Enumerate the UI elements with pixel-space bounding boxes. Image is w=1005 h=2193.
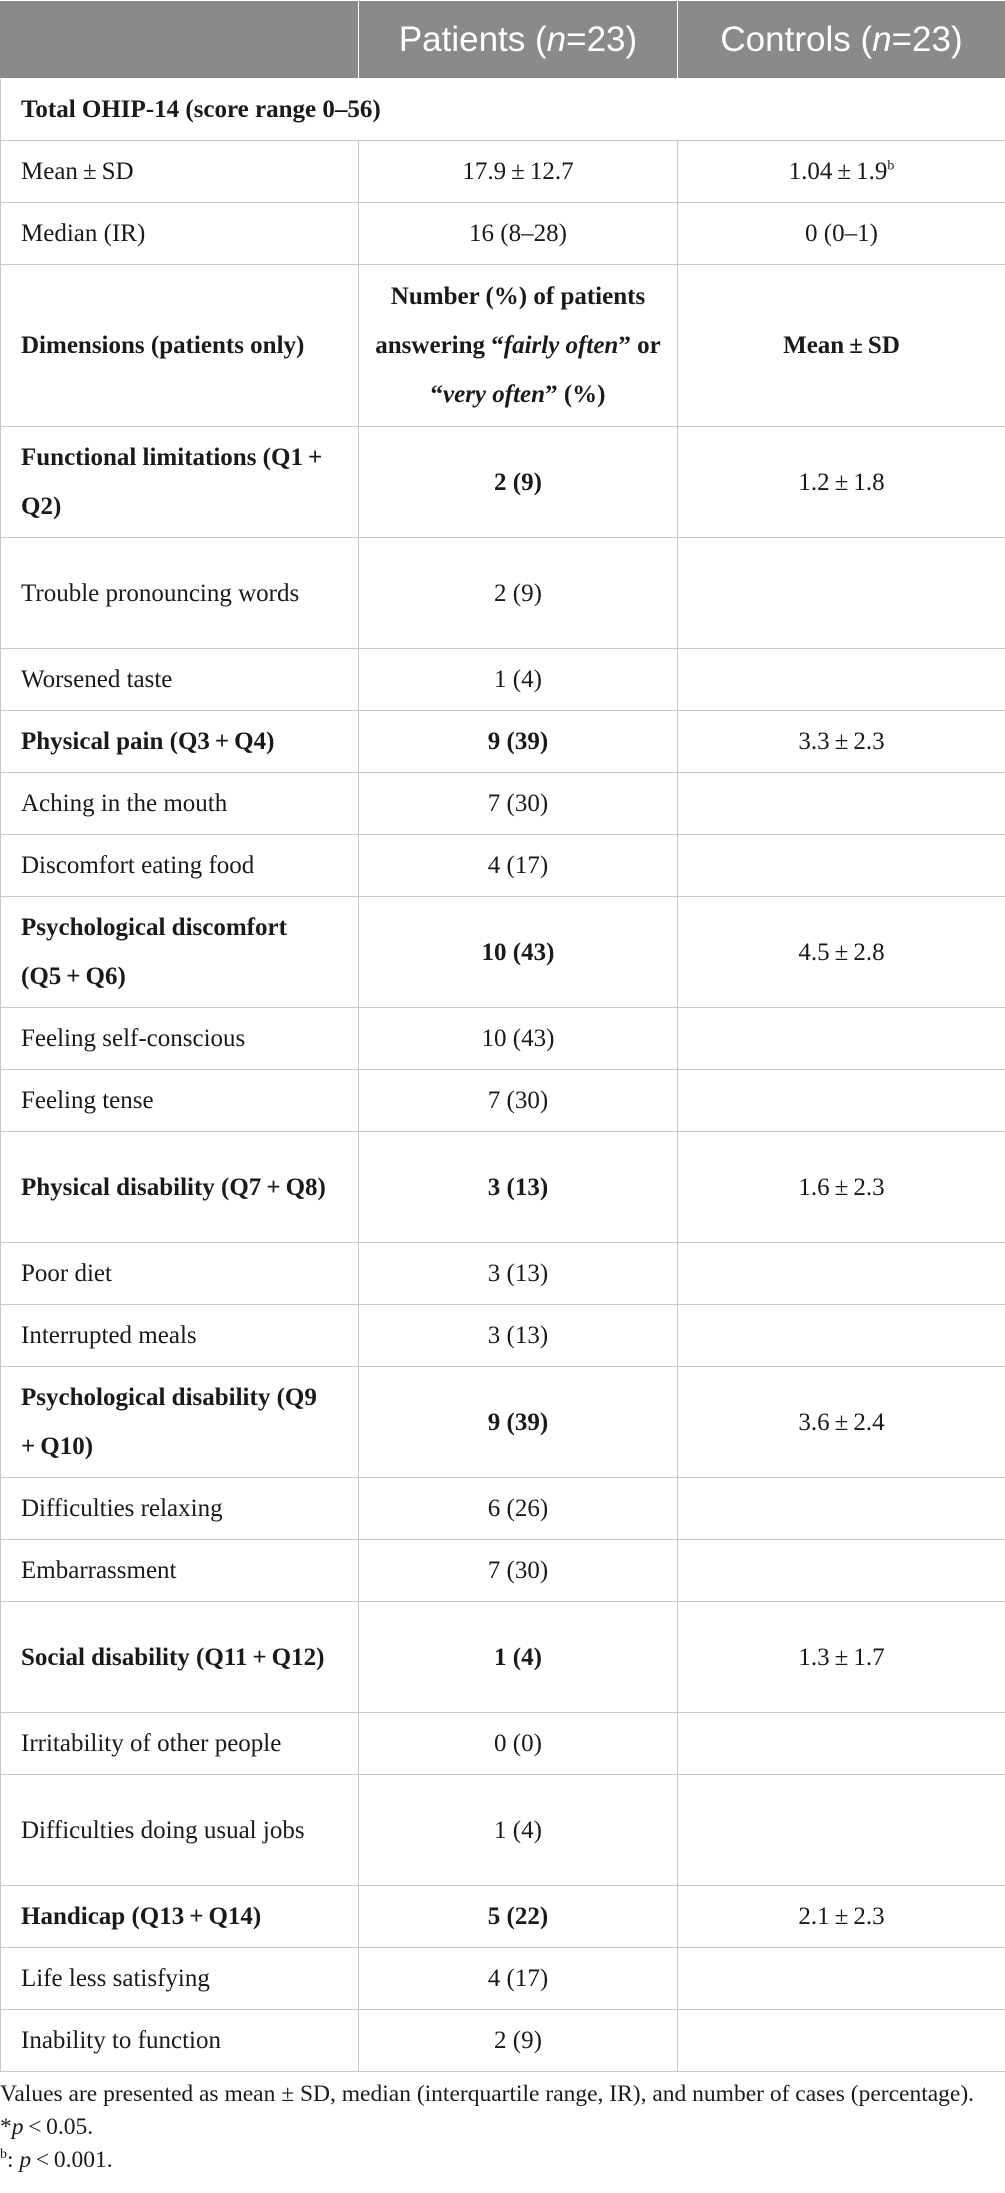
row-mean — [678, 773, 1005, 835]
header-blank — [1, 1, 359, 79]
footnote-line-1: Values are presented as mean ± SD, median (interquartile range, IR), and number of cases (percentage). *p < 0.05. — [0, 2081, 975, 2140]
row-label: Functional limitations (Q1 + Q2) — [1, 427, 359, 538]
row-label: Interrupted meals — [1, 1305, 359, 1367]
row-mean — [678, 835, 1005, 897]
row-label: Trouble pronouncing words — [1, 538, 359, 649]
row-label: Poor diet — [1, 1243, 359, 1305]
dimension-row — [1, 427, 1005, 538]
row-count: 10 (43) — [359, 1008, 678, 1070]
dimension-row — [1, 711, 1005, 773]
row-count: 4 (17) — [359, 1948, 678, 2010]
header-controls: Controls (n=23) — [678, 1, 1005, 79]
median-row — [1, 203, 1005, 265]
row-mean — [678, 1775, 1005, 1886]
row-mean: 1.6 ± 2.3 — [678, 1132, 1005, 1243]
dimension-row — [1, 897, 1005, 1008]
row-count: 0 (0) — [359, 1713, 678, 1775]
row-mean: 4.5 ± 2.8 — [678, 897, 1005, 1008]
table-footnote — [0, 2078, 1000, 2177]
row-label: Psychological disability (Q9 + Q10) — [1, 1367, 359, 1478]
row-count: 1 (4) — [359, 649, 678, 711]
row-mean — [678, 2010, 1005, 2072]
median-label: Median (IR) — [1, 203, 359, 265]
row-mean — [678, 1305, 1005, 1367]
row-label: Inability to function — [1, 2010, 359, 2072]
row-mean — [678, 1948, 1005, 2010]
row-label: Handicap (Q13 + Q14) — [1, 1886, 359, 1948]
header-patients: Patients (n=23) — [359, 1, 678, 79]
item-row — [1, 1008, 1005, 1070]
row-count: 3 (13) — [359, 1132, 678, 1243]
row-count: 2 (9) — [359, 2010, 678, 2072]
row-label: Psychological discomfort (Q5 + Q6) — [1, 897, 359, 1008]
row-mean — [678, 1478, 1005, 1540]
item-row — [1, 1713, 1005, 1775]
item-row — [1, 1243, 1005, 1305]
row-mean: 1.2 ± 1.8 — [678, 427, 1005, 538]
item-row — [1, 1540, 1005, 1602]
row-label: Feeling tense — [1, 1070, 359, 1132]
item-row — [1, 649, 1005, 711]
row-count: 10 (43) — [359, 897, 678, 1008]
row-mean — [678, 1008, 1005, 1070]
row-count: 9 (39) — [359, 711, 678, 773]
item-row — [1, 2010, 1005, 2072]
row-count: 6 (26) — [359, 1478, 678, 1540]
mean-controls: 1.04 ± 1.9$^b$ — [678, 141, 1005, 203]
row-label: Difficulties relaxing — [1, 1478, 359, 1540]
row-count: 4 (17) — [359, 835, 678, 897]
item-row — [1, 538, 1005, 649]
row-count: 1 (4) — [359, 1775, 678, 1886]
row-count: 5 (22) — [359, 1886, 678, 1948]
header-row — [1, 1, 1005, 79]
row-mean — [678, 1713, 1005, 1775]
item-row — [1, 1305, 1005, 1367]
row-label: Life less satisfying — [1, 1948, 359, 2010]
row-label: Discomfort eating food — [1, 835, 359, 897]
dimension-row — [1, 1886, 1005, 1948]
row-mean: 1.3 ± 1.7 — [678, 1602, 1005, 1713]
row-label: Embarrassment — [1, 1540, 359, 1602]
item-row — [1, 1478, 1005, 1540]
total-row — [1, 79, 1005, 141]
item-row — [1, 773, 1005, 835]
dimensions-mean-header: Mean ± SD — [678, 265, 1005, 427]
row-mean — [678, 1070, 1005, 1132]
row-mean — [678, 649, 1005, 711]
row-count: 1 (4) — [359, 1602, 678, 1713]
row-label: Irritability of other people — [1, 1713, 359, 1775]
row-label: Difficulties doing usual jobs — [1, 1775, 359, 1886]
row-label: Physical disability (Q7 + Q8) — [1, 1132, 359, 1243]
dimension-row — [1, 1367, 1005, 1478]
row-label: Feeling self-conscious — [1, 1008, 359, 1070]
row-mean — [678, 538, 1005, 649]
row-label: Aching in the mouth — [1, 773, 359, 835]
dimensions-count-header: Number (%) of patients answering “fairly often” or “very often” (%) — [359, 265, 678, 427]
mean-label: Mean ± SD — [1, 141, 359, 203]
row-count: 3 (13) — [359, 1305, 678, 1367]
row-count: 7 (30) — [359, 1070, 678, 1132]
mean-patients: 17.9 ± 12.7 — [359, 141, 678, 203]
total-label: Total OHIP-14 (score range 0–56) — [1, 79, 1005, 141]
mean-row — [1, 141, 1005, 203]
item-row — [1, 1948, 1005, 2010]
row-count: 2 (9) — [359, 538, 678, 649]
item-row — [1, 1070, 1005, 1132]
row-count: 2 (9) — [359, 427, 678, 538]
dimension-row — [1, 1602, 1005, 1713]
row-count: 7 (30) — [359, 773, 678, 835]
dimensions-header-row — [1, 265, 1005, 427]
row-count: 7 (30) — [359, 1540, 678, 1602]
row-mean: 2.1 ± 2.3 — [678, 1886, 1005, 1948]
footnote-line-2: $^b$: p < 0.001. — [0, 2147, 113, 2173]
row-mean: 3.6 ± 2.4 — [678, 1367, 1005, 1478]
item-row — [1, 835, 1005, 897]
row-label: Social disability (Q11 + Q12) — [1, 1602, 359, 1713]
row-mean: 3.3 ± 2.3 — [678, 711, 1005, 773]
dimension-row — [1, 1132, 1005, 1243]
row-count: 9 (39) — [359, 1367, 678, 1478]
table-body — [1, 79, 1005, 2072]
row-label: Physical pain (Q3 + Q4) — [1, 711, 359, 773]
median-patients: 16 (8–28) — [359, 203, 678, 265]
median-controls: 0 (0–1) — [678, 203, 1005, 265]
row-mean — [678, 1243, 1005, 1305]
dimensions-label: Dimensions (patients only) — [1, 265, 359, 427]
row-mean — [678, 1540, 1005, 1602]
item-row — [1, 1775, 1005, 1886]
row-count: 3 (13) — [359, 1243, 678, 1305]
row-label: Worsened taste — [1, 649, 359, 711]
